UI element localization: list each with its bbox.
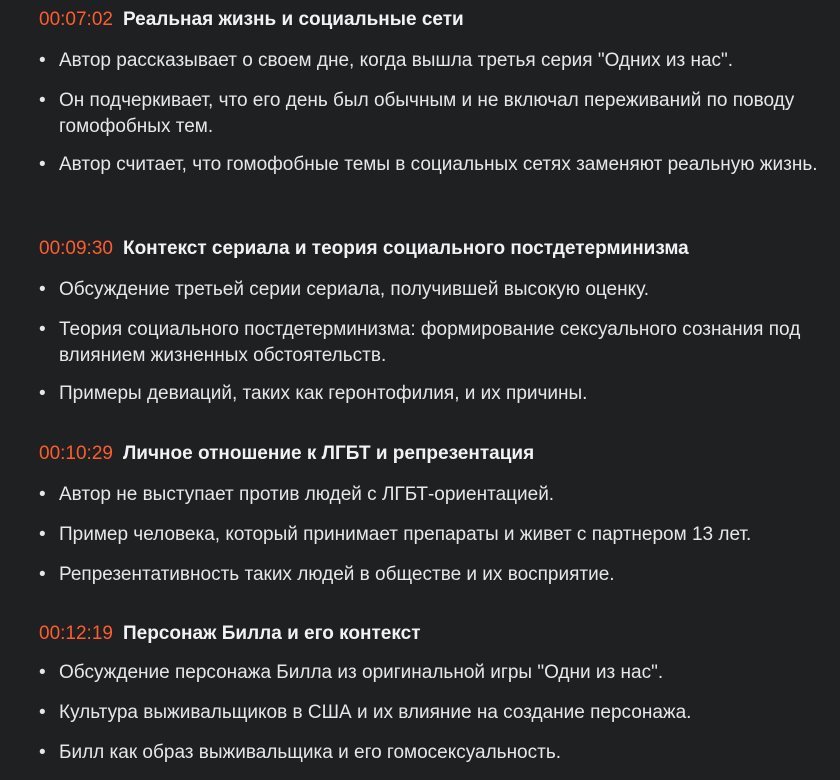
timecode-link[interactable]: 00:09:30: [39, 238, 113, 259]
timecode-link[interactable]: 00:10:29: [39, 443, 113, 464]
bullet-icon: •: [39, 319, 46, 340]
bullet-icon: •: [39, 702, 46, 723]
list-item: [39, 88, 839, 140]
list-item: [39, 482, 839, 508]
list-item: [39, 700, 839, 726]
section-title: Личное отношение к ЛГБТ и репрезентация: [122, 443, 535, 464]
bullet-text: Обсуждение персонажа Билла из оригинальной игры "Одни из нас".: [59, 662, 664, 683]
bullet-text: Репрезентативность таких людей в обществе и их восприятие.: [59, 564, 615, 585]
bullet-icon: •: [39, 564, 46, 585]
bullet-icon: •: [39, 154, 46, 175]
list-item: [39, 317, 839, 369]
bullet-icon: •: [39, 742, 46, 763]
section-title: Реальная жизнь и социальные сети: [122, 9, 464, 30]
list-item: [39, 660, 839, 686]
timecode-link[interactable]: 00:12:19: [39, 623, 113, 644]
bullet-text: Автор рассказывает о своем дне, когда вышла третья серия "Одних из нас".: [59, 50, 734, 71]
bullet-text: Обсуждение третьей серии сериала, получившей высокую оценку.: [59, 279, 650, 300]
bullet-text: Культура выживальщиков в США и их влияние на создание персонажа.: [59, 702, 692, 723]
list-item: [39, 152, 839, 178]
bullet-icon: •: [39, 383, 46, 404]
list-item: [39, 522, 839, 548]
bullet-icon: •: [39, 524, 46, 545]
list-item: [39, 740, 839, 766]
bullet-text: Теория социального постдетерминизма: формирование сексуального сознания под влиянием жизненных обстоятельств.: [59, 319, 801, 366]
list-item: [39, 381, 839, 407]
bullet-text: Примеры девиаций, таких как геронтофилия, и их причины.: [59, 383, 588, 404]
section-header: [39, 622, 421, 646]
bullet-icon: •: [39, 662, 46, 683]
bullet-icon: •: [39, 50, 46, 71]
bullet-text: Пример человека, который принимает препараты и живет с партнером 13 лет.: [59, 524, 752, 545]
timecode-link[interactable]: 00:07:02: [39, 9, 113, 30]
bullet-text: Он подчеркивает, что его день был обычным и не включал переживаний по поводу гомофобных тем.: [59, 90, 795, 137]
section-title: Персонаж Билла и его контекст: [122, 623, 421, 644]
bullet-icon: •: [39, 484, 46, 505]
bullet-text: Билл как образ выживальщика и его гомосексуальность.: [59, 742, 562, 763]
bullet-text: Автор считает, что гомофобные темы в социальных сетях заменяют реальную жизнь.: [59, 154, 818, 175]
section-title: Контекст сериала и теория социального постдетерминизма: [122, 238, 689, 259]
list-item: [39, 562, 839, 588]
list-item: [39, 48, 839, 74]
bullet-icon: •: [39, 279, 46, 300]
bullet-text: Автор не выступает против людей с ЛГБТ-ориентацией.: [59, 484, 555, 505]
section-header: [39, 237, 689, 261]
section-header: [39, 8, 464, 32]
section-header: [39, 442, 534, 466]
bullet-icon: •: [39, 90, 46, 111]
list-item: [39, 277, 839, 303]
